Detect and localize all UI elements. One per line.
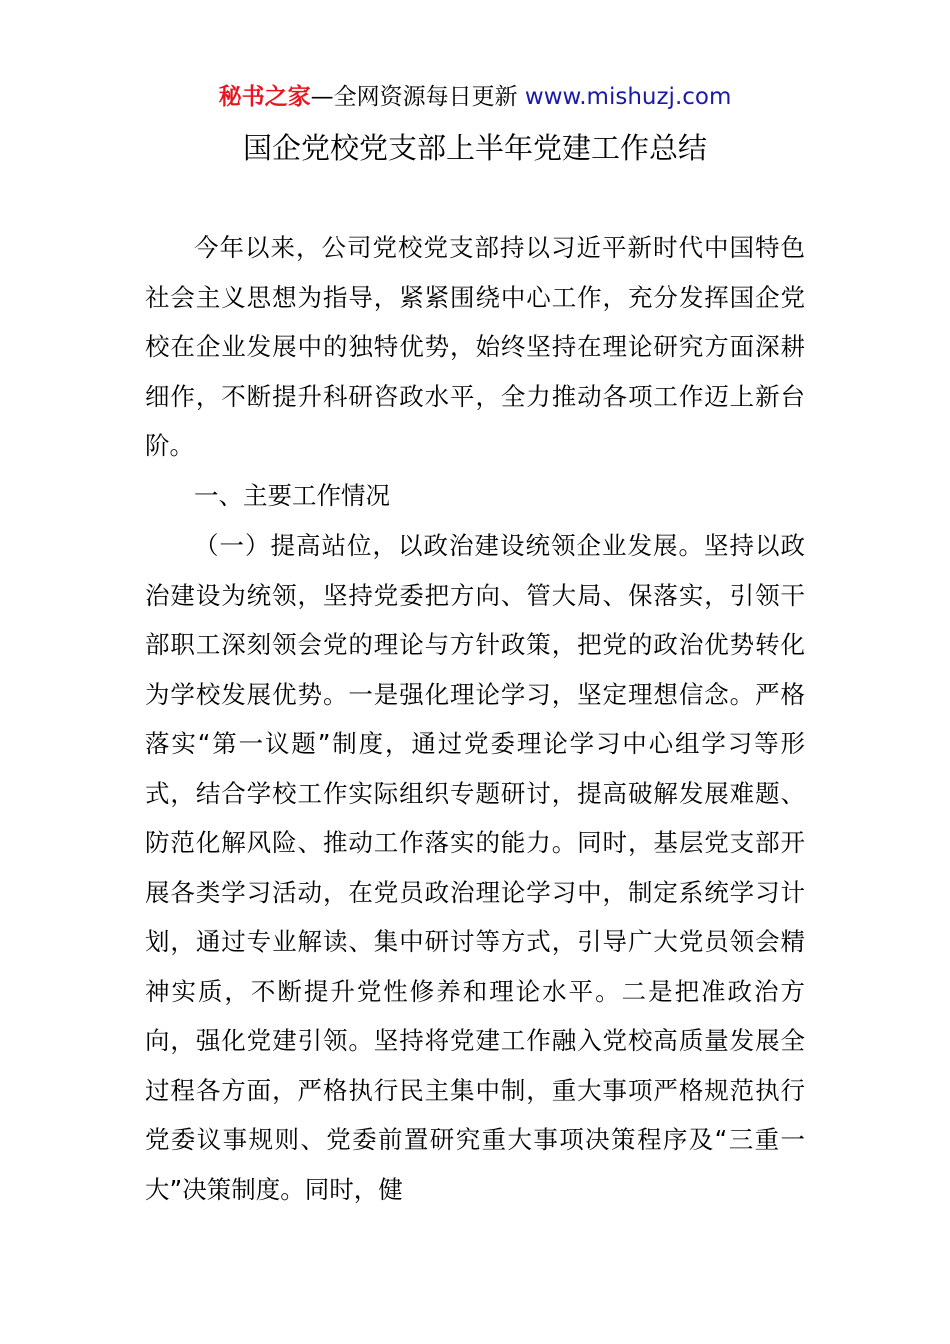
site-tagline: —全网资源每日更新 [310, 84, 525, 110]
section-heading-block [145, 471, 805, 521]
body-paragraph: （一）提高站位，以政治建设统领企业发展。坚持以政治建设为统领，坚持党委把方向、管大局、保落实，引领干部职工深刻领会党的理论与方针政策，把党的政治优势转化为学校发展优势。一是强化理论学习，坚定理想信念。严格落实“第一议题”制度，通过党委理论学习中心组学习等形式，结合学校工作实际组织专题研讨，提高破解发展难题、防范化解风险、推动工作落实的能力。同时，基层党支部开展各类学习活动，在党员政治理论学习中，制定系统学习计划，通过专业解读、集中研讨等方式，引导广大党员领会精神实质，不断提升党性修养和理论水平。二是把准政治方向，强化党建引领。坚持将党建工作融入党校高质量发展全过程各方面，严格执行民主集中制，重大事项严格规范执行党委议事规则、党委前置研究重大事项决策程序及“三重一大”决策制度。同时，健 [145, 531, 805, 1204]
brand-name: 秘书之家 [218, 84, 311, 110]
site-url-link[interactable]: www.mishuzj.com [524, 84, 732, 110]
body-paragraph-block [145, 521, 805, 1214]
section-heading: 一、主要工作情况 [194, 481, 390, 510]
intro-paragraph: 今年以来，公司党校党支部持以习近平新时代中国特色社会主义思想为指导，紧紧围绕中心工作，充分发挥国企党校在企业发展中的独特优势，始终坚持在理论研究方面深耕细作，不断提升科研咨政水平，全力推动各项工作迈上新台阶。 [145, 233, 805, 460]
site-header [0, 82, 950, 112]
intro-paragraph-block [145, 223, 805, 471]
document-title: 国企党校党支部上半年党建工作总结 [242, 131, 707, 165]
